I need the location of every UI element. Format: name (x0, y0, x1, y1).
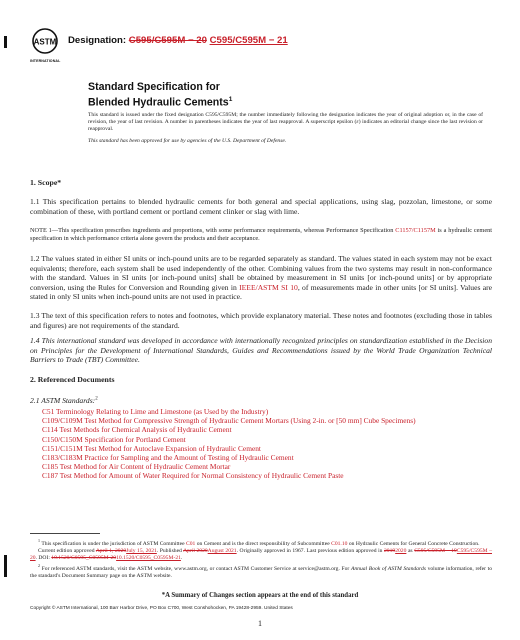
footnote-divider (30, 533, 100, 534)
reference-item: C151/C151M Test Method for Autoclave Expansion of Hydraulic Cement (42, 443, 261, 453)
link-c1157[interactable]: C1157/C1157M (395, 227, 436, 234)
footnote-1: $^1$ This specification is under the jurisdiction of ASTM Committee C01 on Cement and is the direct responsibility of Subcommittee C01.10 on Hydraulic Cements for General Concrete Construction. (38, 538, 480, 547)
link-si10[interactable]: IEEE/ASTM SI 10 (239, 282, 298, 292)
reference-code[interactable]: C185 (42, 462, 59, 472)
designation-label: Designation: (68, 35, 127, 46)
designation-old: C595/C595M − 20 (128, 35, 207, 46)
reference-item: C185 Test Method for Air Content of Hydraulic Cement Mortar (42, 462, 231, 472)
svg-text:ASTM: ASTM (33, 37, 57, 47)
references-heading: 2. Referenced Documents (30, 375, 115, 384)
reference-code[interactable]: C183/C183M (42, 453, 83, 463)
footnotes (30, 537, 492, 580)
title-line-2: Blended Hydraulic Cements$^1$ (88, 95, 233, 109)
footnote-2: $^2$ For referenced ASTM standards, visit the ASTM website, www.astm.org, or contact ASTM Customer Service at service@astm.org. For Annual Book of ASTM Standards volume information, refer to the standard's Document Summary page on the ASTM website. (30, 562, 493, 579)
summary-of-changes-note: *A Summary of Changes section appears at the end of this standard (161, 592, 359, 599)
reference-item: C51 Terminology Relating to Lime and Limestone (as Used by the Industry) (42, 407, 269, 416)
para-1-4: 1.4 This international standard was developed in accordance with internationally recognized principles on standardization established in the Decision on Principles for the Development of International Standards, Guides and Recommendations issued by the World Trade Organization Technical Barriers to Trade (TBT) Committee. (30, 336, 492, 365)
reference-code[interactable]: C187 (42, 471, 59, 481)
link-c01[interactable]: C01 (185, 540, 196, 547)
note-1: NOTE 1—This specification prescribes ingredients and proportions, with some performance requirements, whereas Performance Specification C1157/C1157M is a hydraulic cement specification in which performance criteria alone govern the products and their acceptance. (30, 227, 493, 243)
para-1-3: 1.3 The text of this specification refers to notes and footnotes, which provide explanatory material. These notes and footnotes (excluding those in tables and figures) are not requirements of the standard. (30, 311, 492, 330)
footnote-1-edition: Current edition approved April 1, 2020July 15, 2021. Published April 2020August 2021. Originally approved in 1967. Last previous edition approved in 20192020 as C595/C595M − 19C595/C595M – 20. DOI: 10.1520/C0595_C0595M-2010.1520/C0595_C0595M-21. (30, 547, 492, 561)
reference-code[interactable]: C150/C150M (42, 434, 83, 444)
reference-item: C150/C150M Specification for Portland Cement (42, 434, 186, 444)
astm-standards-subheading: 2.1 ASTM Standards:$^2$ (30, 396, 98, 405)
reference-code[interactable]: C151/C151M (42, 443, 83, 453)
reference-item: C114 Test Methods for Chemical Analysis of Hydraulic Cement (42, 425, 232, 435)
para-1-2: 1.2 The values stated in either SI units or inch-pound units are to be regarded separately as standard. The values stated in each system may not be exact equivalents; therefore, each system shall be used independently of the other. Combining values from the two systems may result in non-conformance with the standard. Values in SI units [or inch-pound units] shall be obtained by measurement in SI units [or inch-pound units] or by appropriate conversion, using the Rules for Conversion and Rounding given in IEEE/ASTM SI 10, of measurements made in other units [or SI units]. Values are stated in only SI units when inch-pound units are not used in practice. (30, 254, 493, 302)
designation-new: C595/C595M − 21 (209, 35, 288, 46)
document-title (88, 81, 232, 109)
dod-approval: This standard has been approved for use by agencies of the U.S. Department of Defense. (88, 138, 287, 144)
designation (68, 35, 288, 46)
astm-logo (30, 28, 60, 62)
reference-item: C187 Test Method for Amount of Water Required for Normal Consistency of Hydraulic Cement Paste (42, 471, 344, 481)
reference-item: C183/C183M Practice for Sampling and the Amount of Testing of Hydraulic Cement (42, 453, 294, 463)
scope-heading: 1. Scope* (30, 178, 62, 187)
issuance-statement: This standard is issued under the fixed designation C595/C595M; the number immediately following the designation indicates the year of original adoption or, in the case of revision, the year of last revision. A number in parentheses indicates the year of last reapproval. A superscript epsilon (ε) indicates an editorial change since the last revision or reapproval. This standard has been approved for use by agencies of the U.S. Department of Defense. (88, 112, 483, 144)
change-bar (4, 555, 7, 577)
page-number: 1 (258, 619, 262, 628)
copyright: Copyright © ASTM International, 100 Barr Harbor Drive, PO Box C700, West Conshohocken, PA 19428-2959. United States (30, 606, 293, 611)
change-bar (4, 36, 7, 48)
logo-caption: INTERNATIONAL (30, 59, 61, 63)
reference-code[interactable]: C51 (42, 407, 55, 416)
link-c0110[interactable]: C01.10 (331, 540, 348, 547)
reference-list (42, 407, 416, 481)
reference-code[interactable]: C109/C109M (42, 416, 83, 426)
title-line-1: Standard Specification for (88, 81, 220, 93)
reference-code[interactable]: C114 (42, 425, 58, 435)
reference-item: C109/C109M Test Method for Compressive Strength of Hydraulic Cement Mortars (Using 2-in. or [50 mm] Cube Specimens) (42, 416, 416, 426)
astm-logo-icon (30, 28, 60, 54)
para-1-1: 1.1 This specification pertains to blended hydraulic cements for both general and special applications, using slag, pozzolan, limestone, or some combination of these, with portland cement or portland cement clinker or slag with lime. (30, 197, 492, 216)
